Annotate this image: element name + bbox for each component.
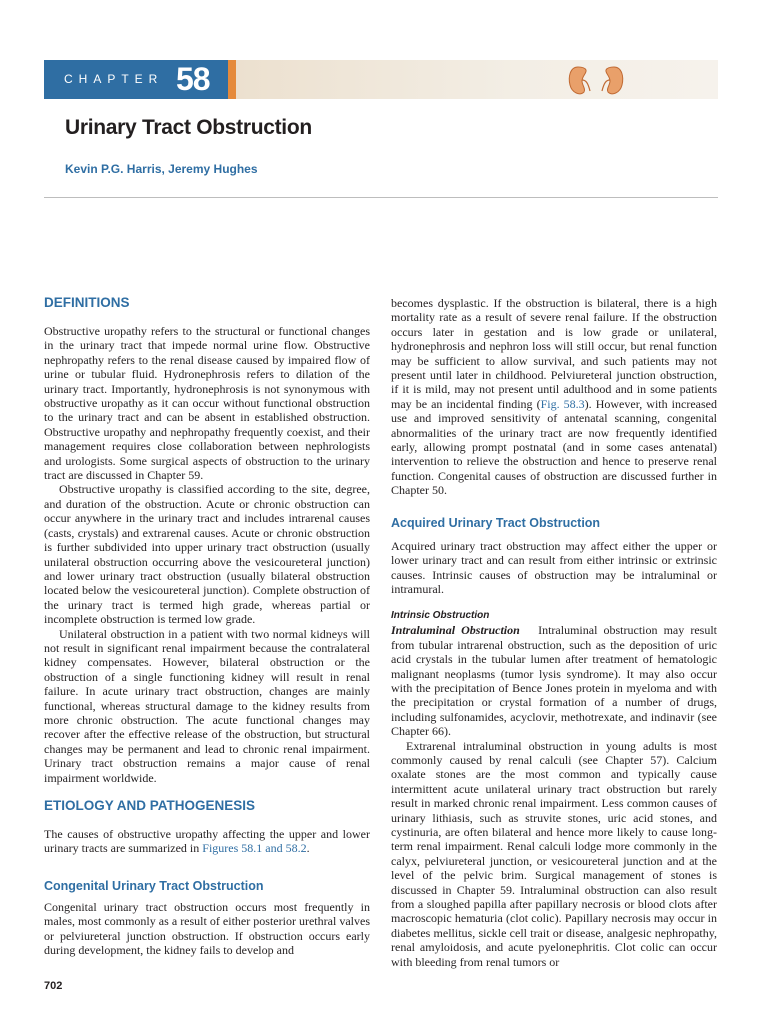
continued-text-a: becomes dysplastic. If the obstruction is bilateral, there is a high mortality rate as a result of severe renal failure. If the obstruction occurs later in gestation and is low grade or unilateral, hydronephrosis and nephron loss will still occur, but renal function may be sufficient to allow survival, and such patients may not present until later in childhood. Pelviureteral junction obstruction, if it is mild, may not present until adulthood and in some patients may be an incidental finding ( xyxy=(391,296,717,411)
etiology-heading: ETIOLOGY AND PATHOGENESIS xyxy=(44,798,256,813)
left-column xyxy=(44,296,370,957)
kidney-icon xyxy=(560,60,632,99)
chapter-accent-bar xyxy=(228,60,236,99)
intraluminal-paragraph xyxy=(391,623,717,738)
definitions-paragraph-2: Obstructive uropathy is classified according to the site, degree, and duration of the obstruction. Acute or chronic obstruction can occur anywhere in the urinary tract and includes intrarenal causes (casts, crystals) and extrarenal causes. Acute or chronic obstruction is further subdivided into upper urinary tract obstruction (usually unilateral obstruction occurring above the vesicoureteral junction) and lower urinary tract obstruction (usually bilateral obstruction located below the vesicoureteral junction). Complete obstruction of the urinary tract is termed high grade, whereas partial or incomplete obstruction is termed low grade. xyxy=(44,482,370,627)
page-number: 702 xyxy=(44,980,63,992)
intraluminal-runin-heading: Intraluminal Obstruction xyxy=(391,623,520,638)
congenital-paragraph: Congenital urinary tract obstruction occurs most frequently in males, most commonly as a result of either posterior urethral valves or pelviureteral junction obstruction. If obstruction occurs early during development, the kidney fails to develop and xyxy=(44,899,370,958)
figure-link[interactable]: Fig. 58.3 xyxy=(540,396,585,411)
title-divider xyxy=(44,197,718,198)
authors: Kevin P.G. Harris, Jeremy Hughes xyxy=(65,162,258,176)
congenital-heading: Congenital Urinary Tract Obstruction xyxy=(44,878,264,893)
acquired-paragraph: Acquired urinary tract obstruction may affect either the upper or lower urinary tract and can result from either intrinsic or extrinsic causes. Intrinsic causes of obstruction may be intraluminal or intramural. xyxy=(391,538,717,596)
etiology-period: . xyxy=(306,841,310,856)
etiology-text: The causes of obstructive uropathy affecting the upper and lower urinary tracts are summarized in xyxy=(44,827,370,856)
definitions-paragraph-3: Unilateral obstruction in a patient with two normal kidneys will not result in significant renal impairment because the contralateral kidney compensates. However, bilateral obstruction or the obstruction of a single functioning kidney will result in renal failure. In acute urinary tract obstruction, changes are mainly functional, whereas structural damage to the kidney results from more chronic obstruction. The acute functional changes may recover after the effective release of the obstruction, but structural changes may be permanent and lead to chronic renal impairment. Urinary tract obstruction remains a major cause of renal impairment worldwide. xyxy=(44,626,370,785)
definitions-paragraph-1: Obstructive uropathy refers to the structural or functional changes in the urinary tract that impede normal urine flow. Obstructive nephropathy refers to the renal disease caused by impaired flow of urine or tubular fluid. Hydronephrosis refers to dilation of the urinary tract. Importantly, hydronephrosis is not synonymous with obstructive uropathy as it can occur without functional obstruction to the urinary tract and can be absent in established obstruction. Obstructive uropathy and nephropathy frequently coexist, and their management requires close collaboration between nephrologists and urologists. Some surgical aspects of obstruction to the urinary tract are discussed in Chapter 59. xyxy=(44,324,370,483)
figures-link[interactable]: Figures 58.1 and 58.2 xyxy=(202,841,307,856)
continued-text-b: ). However, with increased use and improved sensitivity of antenatal scanning, congenital abnormalities of the urinary tract are now frequently identified early, allowing prompt postnatal (and in some cases antenatal) intervention to relieve the obstruction and hence to preserve renal function. Congenital causes of obstruction are discussed further in Chapter 50. xyxy=(391,396,717,498)
extrarenal-paragraph: Extrarenal intraluminal obstruction in young adults is most commonly caused by renal calculi (see Chapter 57). Calcium oxalate stones are the most common and typically cause intermittent acute unilateral urinary tract obstruction but rarely result in marked chronic renal impairment. Less common causes of urinary lithiasis, such as struvite stones, uric acid stones, and cystinuria, are often bilateral and hence more likely to cause long-term renal impairment. Renal calculi lodge more commonly in the calyx, pelviureteral junction, or vesicoureteral junction and at the level of the pelvic brim. Surgical management of stones is discussed in Chapter 59. Intraluminal obstruction can also result from a sloughed papilla after papillary necrosis or blood clots after macroscopic hematuria (clot colic). Papillary necrosis may occur in diabetes mellitus, sickle cell trait or disease, analgesic nephropathy, renal amyloidosis, and acute pyelonephritis. Clot colic can occur with bleeding from renal tumors or xyxy=(391,738,717,969)
right-column xyxy=(391,296,717,969)
chapter-word: CHAPTER xyxy=(64,72,164,86)
intrinsic-heading: Intrinsic Obstruction xyxy=(391,610,490,622)
continued-paragraph xyxy=(391,296,717,498)
chapter-title: Urinary Tract Obstruction xyxy=(65,116,312,139)
acquired-heading: Acquired Urinary Tract Obstruction xyxy=(391,515,601,530)
intraluminal-text: Intraluminal obstruction may result from tubular intrarenal obstruction, such as the deposition of uric acid crystals in the tubular lumen after treatment of hematologic malignant neoplasms (tumor lysis syndrome). It may also occur with the precipitation of Bence Jones protein in myeloma and with the precipitation or crystal formation of a number of drugs, including sulfonamides, acyclovir, methotrexate, and indinavir (see Chapter 66). xyxy=(391,623,717,739)
etiology-paragraph xyxy=(44,827,370,856)
chapter-number: 58 xyxy=(176,61,210,97)
chapter-label xyxy=(44,60,228,99)
definitions-heading: DEFINITIONS xyxy=(44,295,130,310)
